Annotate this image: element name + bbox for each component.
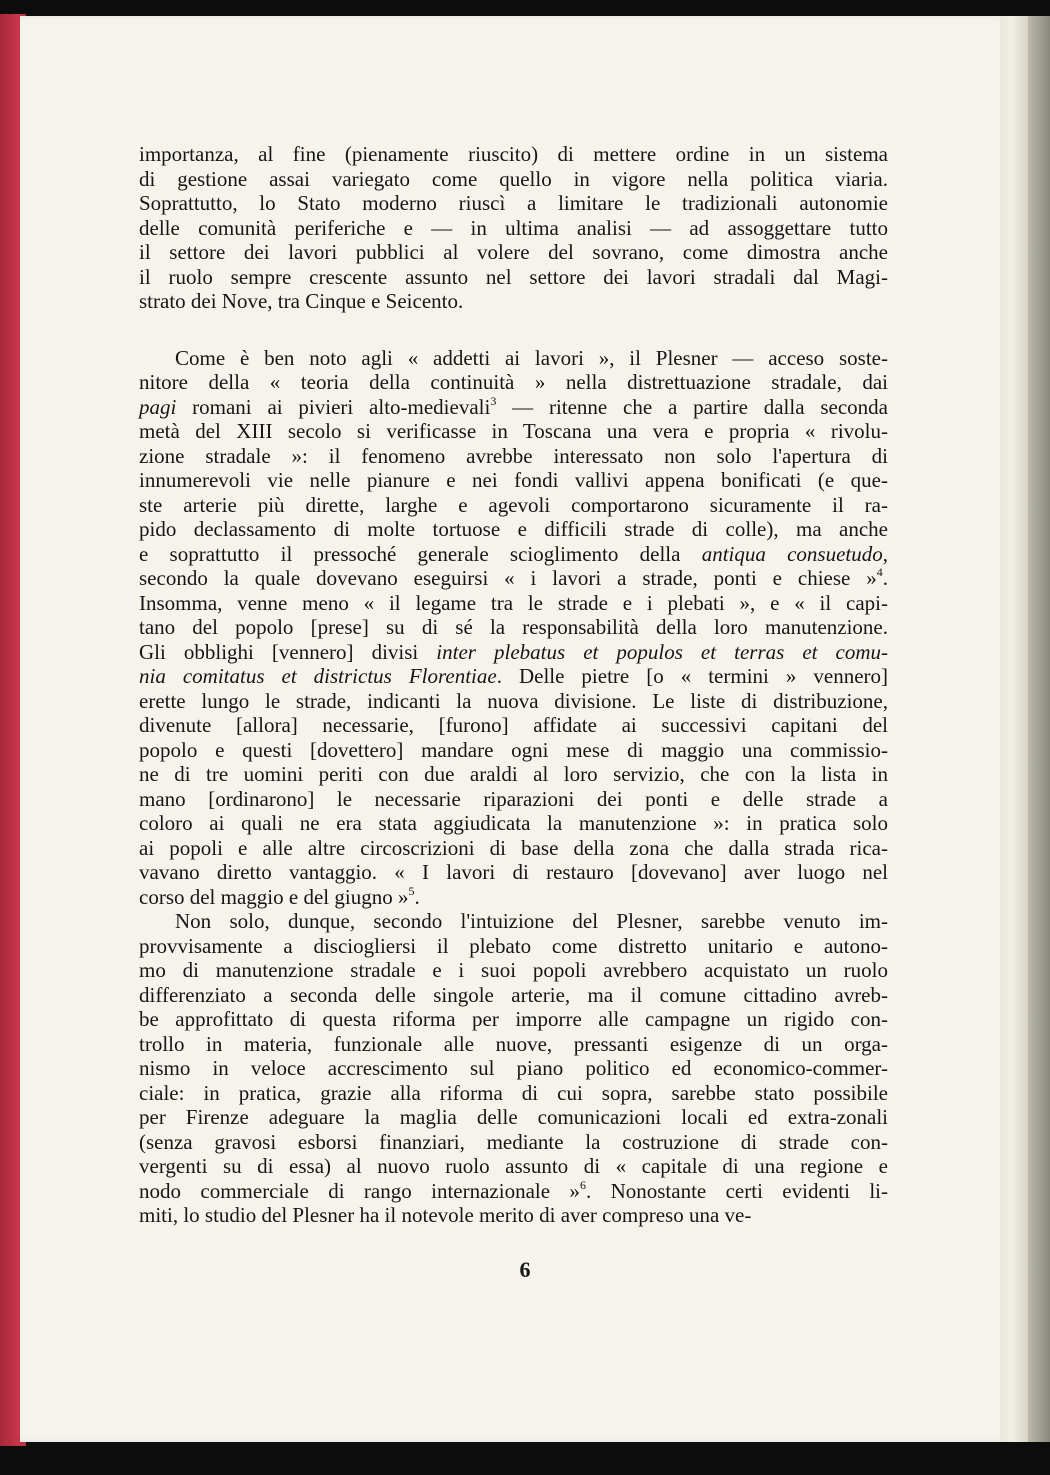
text-line: Gli obblighi [vennero] divisi inter plebatus et populos et terras et comu- [139, 639, 889, 664]
text-line: trollo in materia, funzionale alle nuove, pressanti esigenze di un orga- [139, 1031, 888, 1056]
text-line: Come è ben noto agli « addetti ai lavori », il Plesner — acceso soste- [175, 345, 888, 370]
text-line: (senza gravosi esborsi finanziari, mediante la costruzione di strade con- [139, 1129, 888, 1154]
text-line: provvisamente a disciogliersi il plebato come distretto unitario e autono- [139, 933, 888, 958]
text-line: vergenti su di essa) al nuovo ruolo assunto di « capitale di una regione e [139, 1154, 888, 1178]
text-line: importanza, al fine (pienamente riuscito) di mettere ordine in un sistema [139, 142, 888, 166]
text-line: innumerevoli vie nelle pianure e nei fondi vallivi appena bonificati (e que- [139, 468, 888, 492]
paragraph-3 [139, 909, 888, 1228]
paragraph-1 [139, 142, 888, 314]
text-line: erette lungo le strade, indicanti la nuova divisione. Le liste di distribuzione, [139, 688, 888, 713]
text-line: nitore della « teoria della continuità » nella distrettuazione stradale, dai [139, 370, 888, 394]
text-line: ciale: in pratica, grazie alla riforma di cui sopra, sarebbe stato possibile [139, 1080, 888, 1105]
text-line: il settore dei lavori pubblici al volere del sovrano, come dimostra anche [139, 240, 888, 264]
text-line: nodo commerciale di rango internazionale »$^6$. Nonostante certi evidenti li- [139, 1177, 888, 1203]
text-line: per Firenze adeguare la maglia delle comunicazioni locali ed extra-zonali [139, 1105, 888, 1129]
text-line: miti, lo studio del Plesner ha il notevole merito di aver compreso una ve- [139, 1203, 752, 1227]
text-line: differenziato a seconda delle singole arterie, ma il comune cittadino avreb- [139, 982, 888, 1007]
paragraph-gap [139, 314, 888, 346]
text-line: corso del maggio e del giugno »$^5$. [139, 883, 420, 909]
text-line: mo di manutenzione stradale e i suoi popoli avrebbero acquistato un ruolo [139, 958, 888, 982]
text-line: pagi romani ai pivieri alto-medievali$^3$ — ritenne che a partire dalla seconda [139, 393, 888, 419]
text-line: il ruolo sempre crescente assunto nel settore dei lavori stradali dal Magi- [139, 264, 888, 289]
body-text [139, 142, 888, 1228]
text-line: pido declassamento di molte tortuose e difficili strade di colle), ma anche [139, 517, 888, 541]
text-line: Insomma, venne meno « il legame tra le strade e i plebati », e « il capi- [139, 590, 888, 615]
text-line: nismo in veloce accrescimento sul piano politico ed economico-commer- [139, 1056, 888, 1080]
text-line: metà del XIII secolo si verificasse in Toscana una vera e propria « rivolu- [139, 419, 888, 443]
page-stack-edge [1000, 16, 1028, 1442]
text-line: delle comunità periferiche e — in ultima analisi — ad assoggettare tutto [139, 215, 888, 240]
text-line: divenute [allora] necessarie, [furono] affidate ai successivi capitani del [139, 713, 888, 737]
text-line: vavano diretto vantaggio. « I lavori di restauro [dovevano] aver luogo nel [139, 860, 888, 884]
text-line: ai popoli e alle altre circoscrizioni di base della zona che dalla strada rica- [139, 835, 888, 860]
text-line: e soprattutto il pressoché generale scioglimento della antiqua consuetudo, [139, 541, 888, 566]
text-line: popolo e questi [dovettero] mandare ogni mese di maggio una commissio- [139, 737, 888, 762]
text-line: tano del popolo [prese] su di sé la responsabilità della loro manutenzione. [139, 615, 888, 639]
text-line: strato dei Nove, tra Cinque e Seicento. [139, 289, 464, 313]
text-line: mano [ordinarono] le necessarie riparazioni dei ponti e delle strade a [139, 786, 888, 811]
page-gutter-shadow [1028, 16, 1050, 1442]
paragraph-2 [139, 346, 888, 910]
text-line: ste arterie più dirette, larghe e agevoli comportarono sicuramente il ra- [139, 492, 888, 517]
page-number: 6 [519, 1257, 531, 1282]
text-line: Non solo, dunque, secondo l'intuizione del Plesner, sarebbe venuto im- [175, 909, 888, 933]
text-line: ne di tre uomini periti con due araldi al loro servizio, che con la lista in [139, 762, 888, 786]
text-line: coloro ai quali ne era stata aggiudicata la manutenzione »: in pratica solo [139, 811, 888, 835]
text-line: secondo la quale dovevano eseguirsi « i lavori a strade, ponti e chiese »$^4$. [139, 565, 888, 590]
text-line: be approfittato di questa riforma per imporre alle campagne un rigido con- [139, 1007, 888, 1031]
text-line: zione stradale »: il fenomeno avrebbe interessato non solo l'apertura di [139, 443, 888, 468]
text-line: di gestione assai variegato come quello in vigore nella politica viaria. [139, 166, 888, 191]
text-line: Soprattutto, lo Stato moderno riuscì a limitare le tradizionali autonomie [139, 191, 888, 215]
text-line: nia comitatus et districtus Florentiae. Delle pietre [o « termini » vennero] [139, 664, 888, 688]
